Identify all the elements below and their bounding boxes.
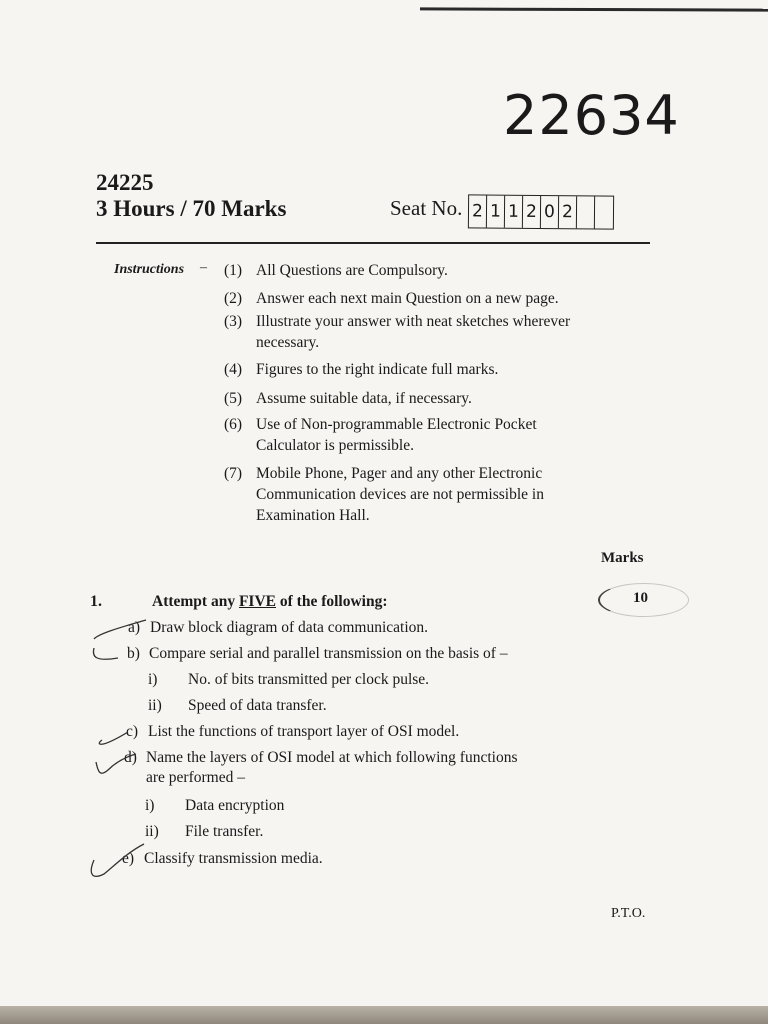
sub-question <box>124 749 518 787</box>
sub-question-continuation: are performed – <box>146 769 245 786</box>
sub-item <box>148 671 429 689</box>
tick-mark-icon <box>91 844 144 876</box>
sub-item-text: Speed of data transfer. <box>188 697 327 714</box>
sub-question-text: Classify transmission media. <box>144 850 323 867</box>
sub-question-letter: b) <box>127 645 140 662</box>
sub-item <box>148 697 327 715</box>
instruction-continuation: Communication devices are not permissible in <box>256 486 544 503</box>
sub-question-letter: a) <box>128 619 141 636</box>
sub-question-text: Draw block diagram of data communication. <box>150 619 429 636</box>
seat-digit: 2 <box>559 196 577 228</box>
instruction-item <box>224 260 448 281</box>
instruction-item <box>224 359 498 380</box>
seat-digit <box>595 196 613 228</box>
instruction-continuation: necessary. <box>256 334 320 351</box>
sub-question-text: List the functions of transport layer of OSI model. <box>148 723 460 740</box>
instruction-number: (2) <box>224 290 243 307</box>
tick-mark-icon <box>96 754 136 773</box>
instruction-text: Figures to the right indicate full marks. <box>256 361 499 378</box>
sub-question <box>127 645 508 663</box>
instruction-text: Illustrate your answer with neat sketches wherever <box>256 313 571 330</box>
seat-digit: 1 <box>487 196 505 228</box>
instruction-item <box>224 414 537 456</box>
question-title-end: of the following: <box>276 593 388 610</box>
sub-question-text: Name the layers of OSI model at which following functions <box>146 749 518 766</box>
question-title-emphasis: FIVE <box>238 593 277 610</box>
header-rule <box>96 242 650 244</box>
instruction-text: Mobile Phone, Pager and any other Electronic <box>256 465 543 482</box>
instruction-item <box>224 463 544 526</box>
sub-item-text: No. of bits transmitted per clock pulse. <box>188 671 430 688</box>
instruction-text: Assume suitable data, if necessary. <box>256 390 472 407</box>
page-edge-top <box>420 7 768 11</box>
seat-digit: 1 <box>505 196 523 228</box>
sub-item-number: i) <box>145 797 155 814</box>
instruction-text: Answer each next main Question on a new page. <box>256 290 559 307</box>
instruction-number: (6) <box>224 416 243 433</box>
instructions-label: Instructions <box>114 262 185 277</box>
instruction-number: (4) <box>224 361 243 378</box>
instruction-text: Use of Non-programmable Electronic Pocket <box>256 416 537 433</box>
question-marks: 10 <box>633 590 648 606</box>
handwritten-tick-marks <box>88 612 158 882</box>
instruction-item <box>224 388 472 409</box>
instruction-number: (3) <box>224 313 243 330</box>
sub-question <box>128 619 428 637</box>
sub-question-text: Compare serial and parallel transmission on the basis of – <box>149 645 508 662</box>
sub-item <box>145 823 263 841</box>
instruction-item <box>224 288 559 309</box>
seat-digit: 0 <box>541 196 559 228</box>
tick-mark-icon <box>99 732 128 744</box>
sub-question <box>126 723 459 741</box>
question-title-start: Attempt any <box>152 593 239 610</box>
instruction-number: (1) <box>224 262 243 279</box>
sub-question-letter: d) <box>124 749 137 766</box>
seat-number-boxes <box>468 194 614 229</box>
instructions-dash: – <box>200 260 207 275</box>
sub-question-letter: c) <box>126 723 139 740</box>
instruction-continuation: Examination Hall. <box>256 507 370 524</box>
sub-item-text: Data encryption <box>185 797 285 814</box>
instruction-continuation: Calculator is permissible. <box>256 437 414 454</box>
seat-digit: 2 <box>469 195 487 227</box>
page-edge-bottom <box>0 1006 768 1024</box>
tick-mark-icon <box>94 620 146 639</box>
instruction-number: (5) <box>224 390 243 407</box>
sub-item-number: i) <box>148 671 158 688</box>
seat-number-label: Seat No. <box>390 196 463 220</box>
marks-header: Marks <box>601 550 644 566</box>
seat-digit <box>577 196 595 228</box>
sub-question-letter: e) <box>122 850 135 867</box>
question-title <box>152 593 388 611</box>
sub-item-text: File transfer. <box>185 823 264 840</box>
exam-code: 24225 <box>96 170 154 195</box>
sub-item-number: ii) <box>145 823 159 840</box>
duration-marks: 3 Hours / 70 Marks <box>96 196 287 221</box>
question-number: 1. <box>90 593 102 610</box>
instruction-text: All Questions are Compulsory. <box>256 262 448 279</box>
sub-item <box>145 797 284 815</box>
paper-code: 22634 <box>503 84 680 147</box>
instruction-number: (7) <box>224 465 243 482</box>
tick-mark-icon <box>93 648 118 659</box>
instruction-item <box>224 311 570 353</box>
seat-digit: 2 <box>523 196 541 228</box>
page-turn-over: P.T.O. <box>611 906 646 921</box>
sub-item-number: ii) <box>148 697 162 714</box>
